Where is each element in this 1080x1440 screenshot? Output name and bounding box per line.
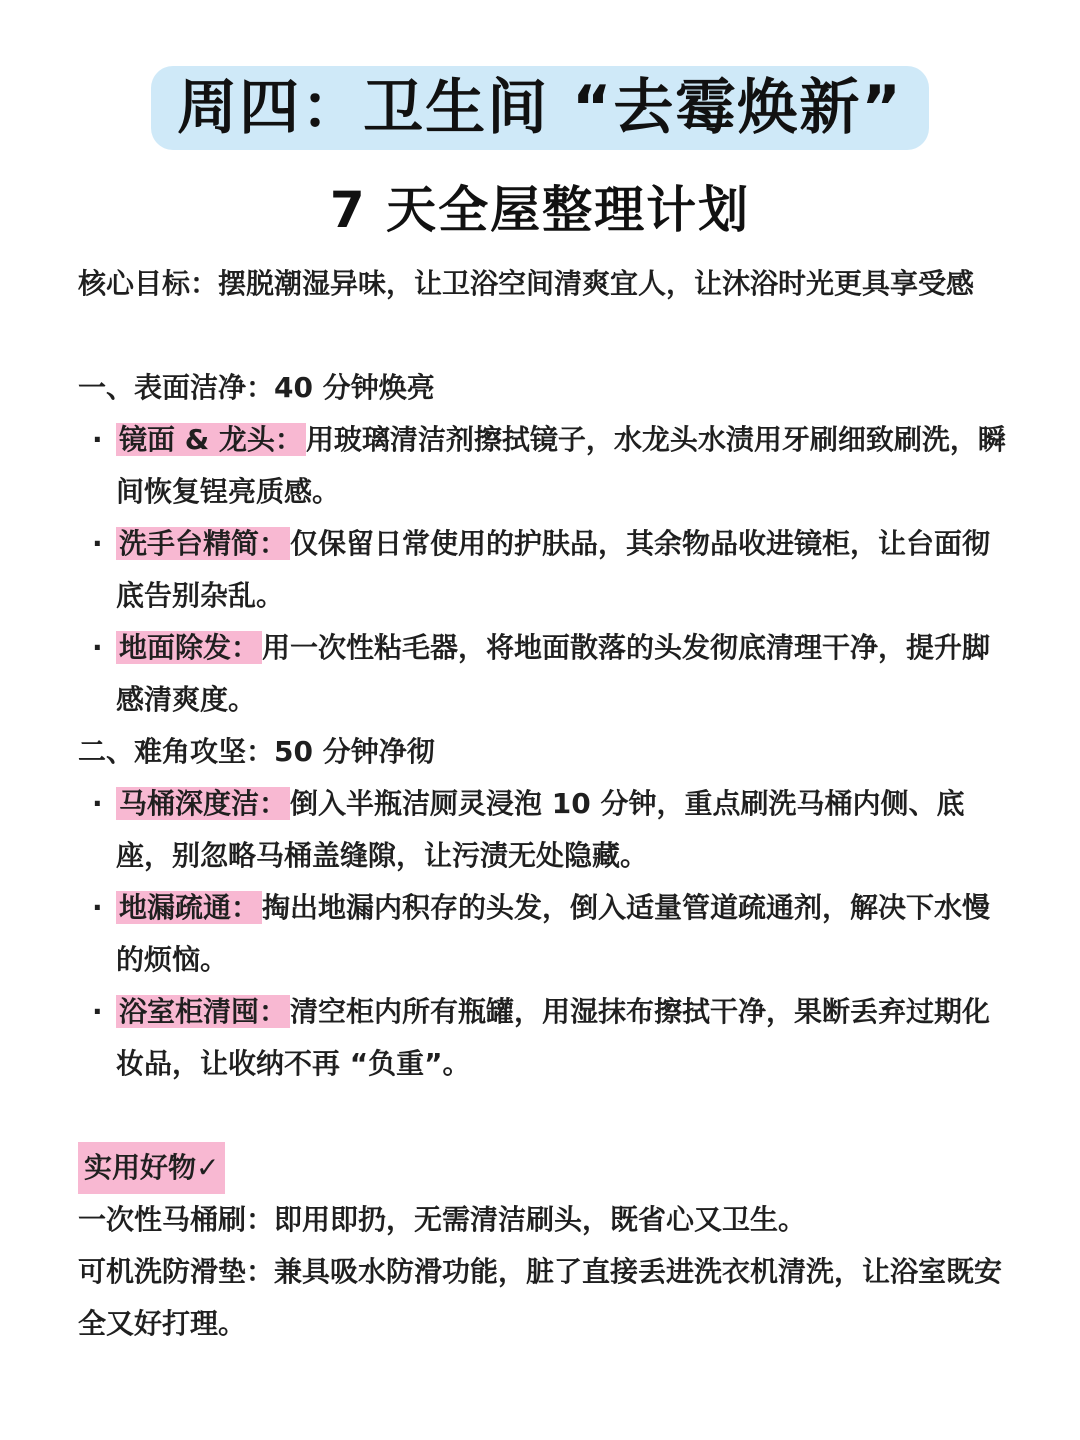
list-item [78, 986, 1018, 1090]
bullet-dot: · [92, 423, 103, 456]
item-label: 洗手台精简： [116, 527, 290, 560]
item-text: 用一次性粘毛器，将地面散落的头发彻底清理干净，提升脚感清爽度。 [116, 631, 991, 716]
goods-tag-row [78, 1142, 1018, 1194]
item-label: 地面除发： [116, 631, 262, 664]
item-text: 倒入半瓶洁厕灵浸泡 10 分钟，重点刷洗马桶内侧、底座，别忽略马桶盖缝隙，让污渍无处隐藏。 [116, 787, 965, 872]
bullet-dot: · [92, 891, 103, 924]
goods-item-bath-mat: 可机洗防滑垫：兼具吸水防滑功能，脏了直接丢进洗衣机清洗，让浴室既安全又好打理。 [78, 1255, 1003, 1340]
list-item [78, 518, 1018, 622]
bullet-dot: · [92, 631, 103, 664]
list-item [78, 414, 1018, 518]
header [0, 66, 1080, 242]
section-heading-corners: 二、难角攻坚：50 分钟净彻 [78, 735, 435, 768]
list-item [78, 778, 1018, 882]
item-text: 用玻璃清洁剂擦拭镜子，水龙头水渍用牙刷细致刷洗，瞬间恢复锃亮质感。 [116, 423, 1006, 508]
item-label: 镜面 & 龙头： [116, 423, 306, 456]
core-goal: 核心目标：摆脱潮湿异味，让卫浴空间清爽宜人，让沐浴时光更具享受感 [78, 267, 975, 300]
item-label: 浴室柜清囤： [116, 995, 290, 1028]
bullet-dot: · [92, 527, 103, 560]
bullet-dot: · [92, 787, 103, 820]
item-text: 掏出地漏内积存的头发，倒入适量管道疏通剂，解决下水慢的烦恼。 [116, 891, 991, 976]
item-label: 地漏疏通： [116, 891, 262, 924]
spacer [78, 1090, 1018, 1142]
item-label: 马桶深度洁： [116, 787, 290, 820]
list-item [78, 622, 1018, 726]
item-text: 清空柜内所有瓶罐，用湿抹布擦拭干净，果断丢弃过期化妆品，让收纳不再 “负重”。 [116, 995, 991, 1080]
section-heading-surface: 一、表面洁净：40 分钟焕亮 [78, 371, 435, 404]
list-item [78, 882, 1018, 986]
article-body [78, 258, 1018, 1350]
goods-item-toilet-brush: 一次性马桶刷：即用即扔，无需清洁刷头，既省心又卫生。 [78, 1203, 807, 1236]
bullet-dot: · [92, 995, 103, 1028]
goods-tag: 实用好物✓ [78, 1142, 225, 1194]
item-text: 仅保留日常使用的护肤品，其余物品收进镜柜，让台面彻底告别杂乱。 [116, 527, 991, 612]
page-title: 周四：卫生间 “去霉焕新” [151, 66, 929, 150]
page-subtitle: 7 天全屋整理计划 [329, 181, 751, 239]
spacer [78, 310, 1018, 362]
